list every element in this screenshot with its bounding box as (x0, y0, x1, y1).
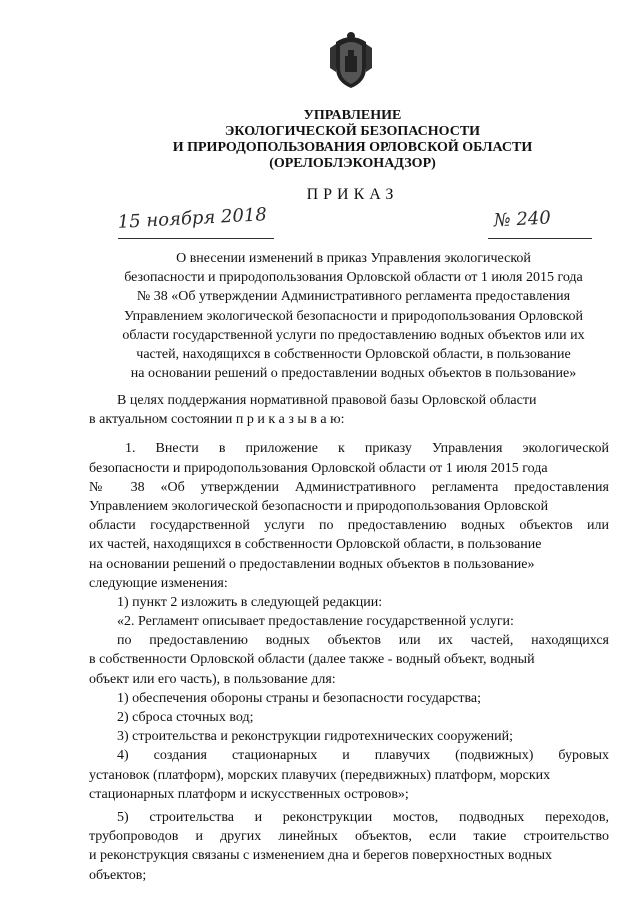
use-item-line: и реконструкция связаны с изменением дна и берегов поверхностных водных (89, 848, 553, 864)
date-underline (118, 238, 274, 239)
clause-line: в собственности Орловской области (далее также - водный объект, водный (89, 652, 535, 668)
header-line: И ПРИРОДОПОЛЬЗОВАНИЯ ОРЛОВСКОЙ ОБЛАСТИ (172, 140, 533, 155)
number-underline (488, 238, 592, 239)
item1-line: № 38 «Об утверждении Административного регламента предоставления (89, 479, 609, 495)
subject-line: О внесении изменений в приказ Управления экологической (176, 251, 531, 266)
use-item-line: установок (платформ), морских плавучих (передвижных) платформ, морских (89, 767, 551, 783)
item1-line: Управлением экологической безопасности и природопользования Орловской (89, 498, 549, 514)
clause-line: «2. Регламент описывает предоставление государственной услуги: (117, 614, 514, 630)
subject-line: безопасности и природопользования Орловской области от 1 июля 2015 года (124, 270, 583, 286)
item1-line: безопасности и природопользования Орловской области от 1 июля 2015 года (89, 460, 548, 476)
order-title: ПРИКАЗ (306, 186, 399, 203)
use-item-line: 5) строительства и реконструкции мостов, подводных переходов, (117, 809, 609, 825)
use-item-line: трубопроводов и других линейных объектов, если такие строительство (89, 829, 609, 845)
item1-line: на основании решений о предоставлении водных объектов в пользование» (89, 556, 535, 572)
item1-line: их частей, находящихся в собственности Орловской области, в пользование (89, 537, 542, 553)
subitem-line: 1) пункт 2 изложить в следующей редакции: (117, 594, 383, 610)
clause-line: объект или его часть), в пользование для: (89, 671, 336, 687)
order-subject (96, 249, 611, 383)
item1-line: области государственной услуги по предоставлению водных объектов или (89, 518, 609, 534)
subject-line: области государственной услуги по предоставлению водных объектов или их (122, 327, 585, 343)
handwritten-date: 15 ноября 2018 (117, 204, 268, 233)
header-line: ЭКОЛОГИЧЕСКОЙ БЕЗОПАСНОСТИ (224, 124, 481, 139)
clause-line: по предоставлению водных объектов или их частей, находящихся (117, 633, 609, 649)
agency-header (100, 108, 605, 172)
preamble-line: в актуальном состоянии п р и к а з ы в а ю: (89, 412, 345, 428)
use-item-line: 2) сброса сточных вод; (117, 710, 254, 725)
preamble-line: В целях поддержания нормативной правовой базы Орловской области (117, 393, 537, 408)
header-line: (ОРЕЛОБЛЭКОНАДЗОР) (269, 156, 436, 171)
use-item-line: объектов; (89, 867, 147, 883)
header-line: УПРАВЛЕНИЕ (303, 108, 402, 123)
use-item-line: 1) обеспечения обороны страны и безопасности государства; (117, 690, 481, 706)
coat-of-arms-emblem (326, 28, 376, 90)
handwritten-number: № 240 (493, 207, 552, 232)
order-body (89, 391, 609, 885)
item1-line: следующие изменения: (89, 575, 228, 591)
use-item-line: 3) строительства и реконструкции гидротехнических сооружений; (117, 729, 514, 745)
spacer (89, 429, 609, 439)
subject-line: № 38 «Об утверждении Административного регламента предоставления (136, 289, 571, 305)
item1-line: 1. Внести в приложение к приказу Управления экологической (125, 441, 609, 457)
subject-line: на основании решений о предоставлении водных объектов в пользование» (130, 366, 577, 382)
use-item-line: 4) создания стационарных и плавучих (подвижных) буровых (117, 748, 609, 764)
use-item-line: стационарных платформ и искусственных островов»; (89, 786, 409, 802)
subject-line: Управлением экологической безопасности и природопользования Орловской (123, 308, 584, 324)
subject-line: частей, находящихся в собственности Орловской области, в пользование (136, 347, 571, 363)
